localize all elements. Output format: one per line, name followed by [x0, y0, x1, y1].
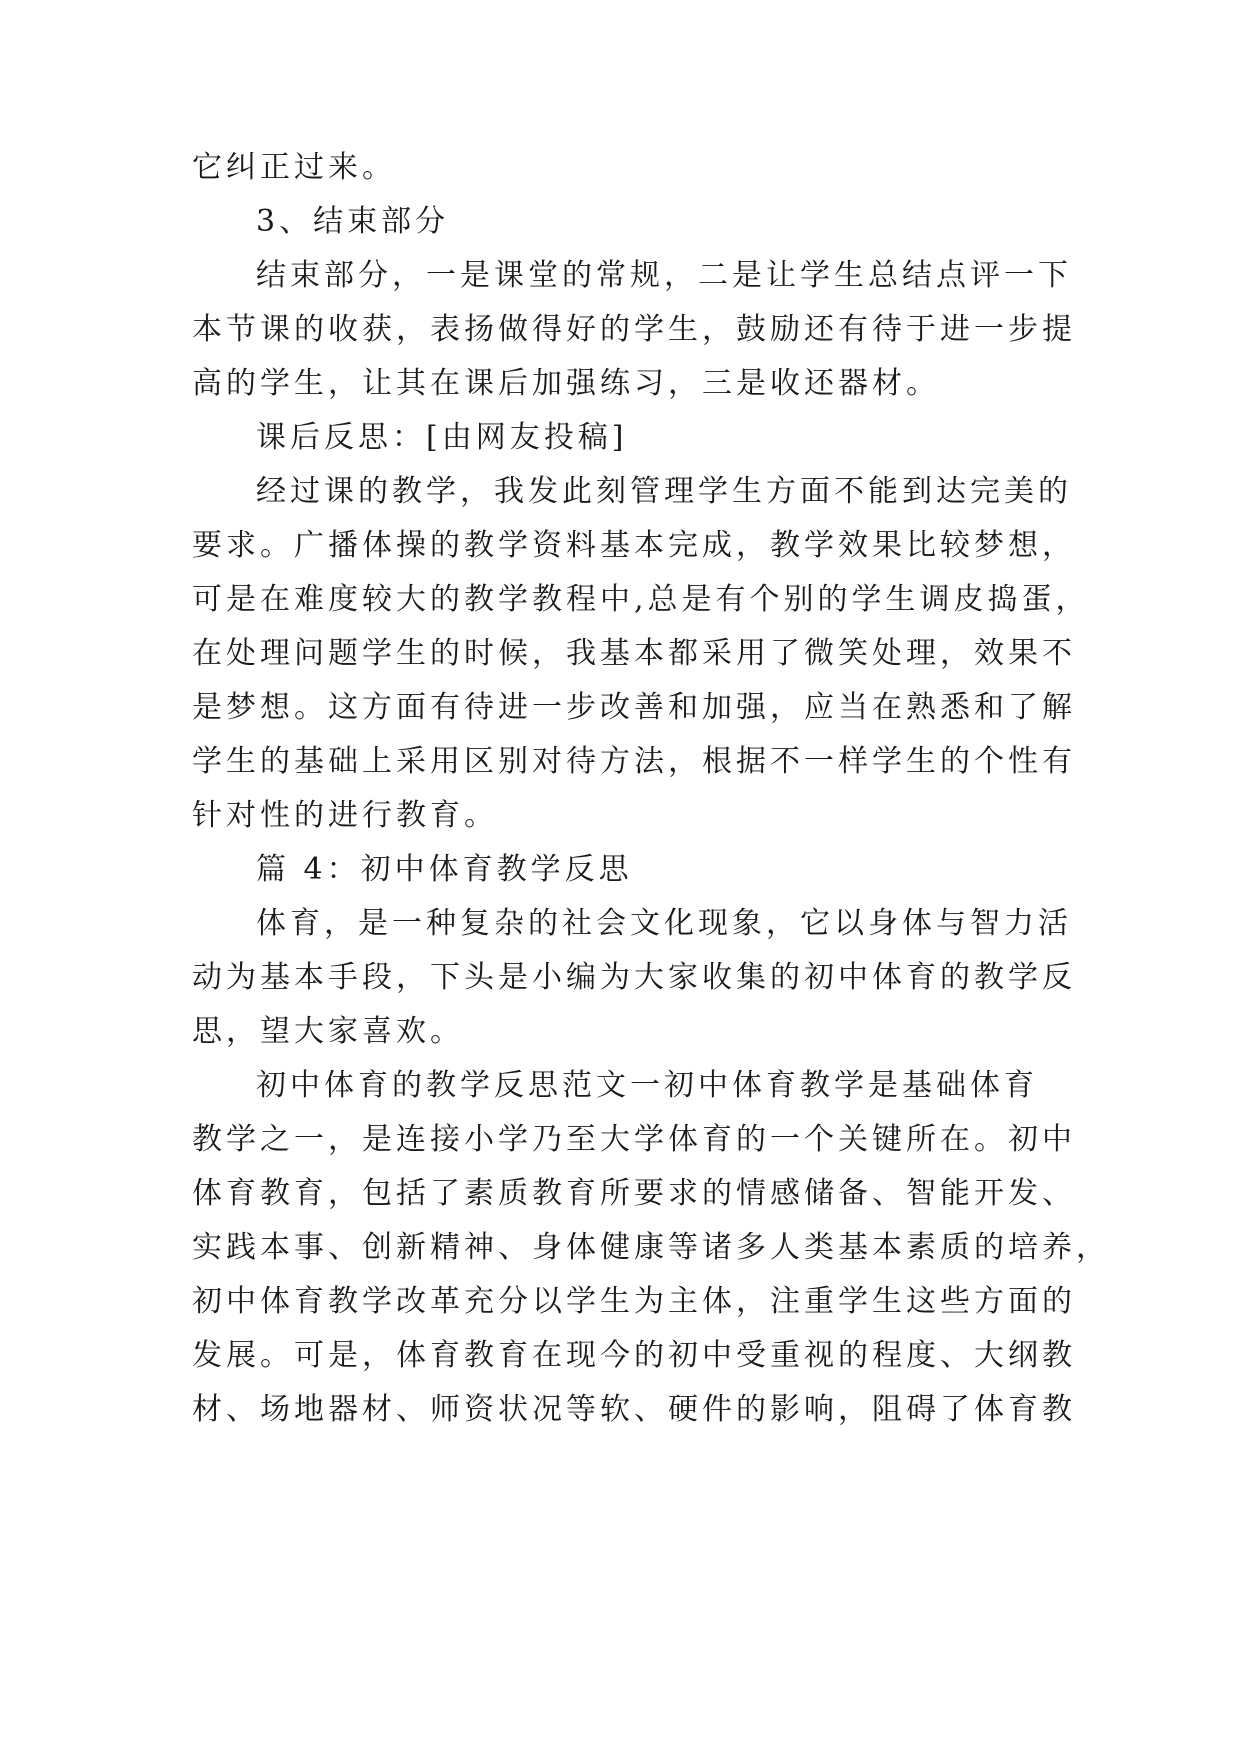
- section-heading: 3、结束部分: [256, 204, 450, 239]
- paragraph-line: 结束部分，一是课堂的常规，二是让学生总结点评一下: [256, 258, 1072, 293]
- paragraph-line: 在处理问题学生的时候，我基本都采用了微笑处理，效果不: [192, 636, 1076, 671]
- paragraph-line: 本节课的收获，表扬做得好的学生，鼓励还有待于进一步提: [192, 312, 1076, 347]
- paragraph-line: 是梦想。这方面有待进一步改善和加强，应当在熟悉和了解: [192, 690, 1076, 725]
- paragraph-line: 高的学生，让其在课后加强练习，三是收还器材。: [192, 366, 940, 401]
- text-line: 它纠正过来。: [192, 150, 396, 185]
- paragraph-line: 学生的基础上采用区别对待方法，根据不一样学生的个性有: [192, 744, 1076, 779]
- paragraph-line: 体育教育，包括了素质教育所要求的情感储备、智能开发、: [192, 1176, 1076, 1211]
- paragraph-line: 针对性的进行教育。: [192, 798, 498, 833]
- paragraph-line: 可是在难度较大的教学教程中,总是有个别的学生调皮捣蛋，: [192, 582, 1090, 617]
- paragraph-line: 动为基本手段，下头是小编为大家收集的初中体育的教学反: [192, 960, 1076, 995]
- paragraph-line: 初中体育教学改革充分以学生为主体，注重学生这些方面的: [192, 1284, 1076, 1319]
- paragraph-line: 体育，是一种复杂的社会文化现象，它以身体与智力活: [256, 906, 1072, 941]
- paragraph-line: 发展。可是，体育教育在现今的初中受重视的程度、大纲教: [192, 1338, 1076, 1373]
- section-heading: 课后反思：[由网友投稿]: [256, 420, 628, 455]
- paragraph-line: 要求。广播体操的教学资料基本完成，教学效果比较梦想，: [192, 528, 1076, 563]
- paragraph-line: 实践本事、创新精神、身体健康等诸多人类基本素质的培养，: [192, 1230, 1110, 1265]
- paragraph-line: 初中体育的教学反思范文一初中体育教学是基础体育: [256, 1068, 1038, 1103]
- paragraph-line: 教学之一，是连接小学乃至大学体育的一个关键所在。初中: [192, 1122, 1076, 1157]
- paragraph-line: 思，望大家喜欢。: [192, 1014, 464, 1049]
- section-heading: 篇 4：初中体育教学反思: [256, 852, 633, 887]
- paragraph-line: 经过课的教学，我发此刻管理学生方面不能到达完美的: [256, 474, 1072, 509]
- paragraph-line: 材、场地器材、师资状况等软、硬件的影响，阻碍了体育教: [192, 1392, 1076, 1427]
